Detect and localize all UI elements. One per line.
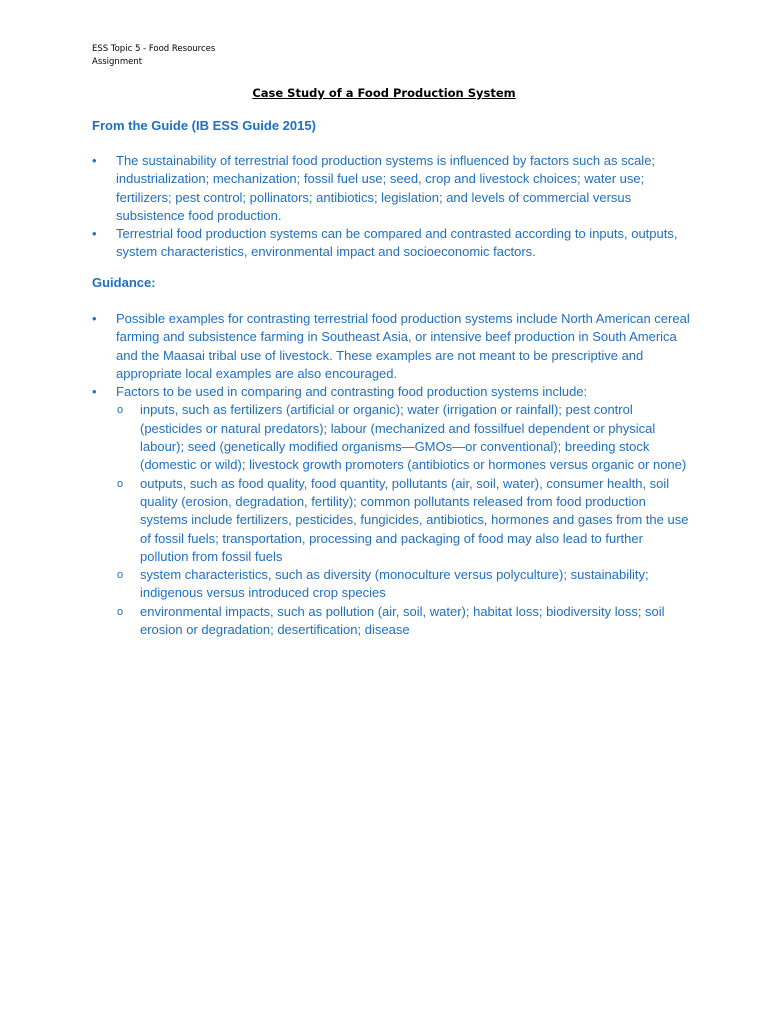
page-title: Case Study of a Food Production System bbox=[252, 86, 516, 100]
list-item bbox=[92, 152, 692, 225]
sub-list-item bbox=[116, 566, 692, 603]
guidance-heading: Guidance: bbox=[92, 275, 156, 290]
sub-item-text: environmental impacts, such as pollution (air, soil, water); habitat loss; biodiversity loss; soil erosion or degradation; desertification; disease bbox=[140, 603, 665, 638]
bullet-text: Terrestrial food production systems can be compared and contrasted according to inputs, outputs, system characteristics, environmental impact and socioeconomic factors. bbox=[116, 226, 678, 260]
list-item bbox=[92, 225, 692, 262]
document-header bbox=[92, 43, 215, 68]
sub-list-item bbox=[116, 401, 692, 474]
sub-item-text: inputs, such as fertilizers (artificial or organic); water (irrigation or rainfall); pest control (pesticides or natural predators); labour (mechanized and fossilfuel dependent or physical labour); seed (genetically modified organisms—GMOs—or conventional); breeding stock (domestic or wild); livestock growth promoters (antibiotics or hormones versus organic or none) bbox=[140, 402, 687, 473]
guide-heading: From the Guide (IB ESS Guide 2015) bbox=[92, 118, 316, 133]
header-topic: ESS Topic 5 - Food Resources bbox=[92, 44, 216, 54]
bullet-icon: • bbox=[92, 311, 97, 326]
sub-bullet-icon: o bbox=[117, 569, 124, 582]
factor-sub-list bbox=[116, 401, 692, 639]
sub-list-item bbox=[116, 603, 692, 640]
sub-list-item bbox=[116, 475, 692, 566]
list-item bbox=[92, 383, 692, 639]
bullet-icon: • bbox=[92, 384, 97, 400]
sub-bullet-icon: o bbox=[117, 477, 124, 490]
guide-bullet-list bbox=[92, 152, 692, 262]
bullet-text: Possible examples for contrasting terrestrial food production systems include North American cereal farming and subsistence farming in Southeast Asia, or intensive beef production in South America and the Maasai tribal use of livestock. These examples are not meant to be prescriptive and appropriate local examples are also encouraged. bbox=[116, 311, 690, 381]
sub-item-text: system characteristics, such as diversity (monoculture versus polyculture); sustainability; indigenous versus introduced crop species bbox=[140, 567, 649, 601]
sub-item-text: outputs, such as food quality, food quantity, pollutants (air, soil, water), consumer health, soil quality (erosion, degradation, fertility); common pollutants released from food production systems include fertilizers, pesticides, fungicides, antibiotics, hormones and gases from the use of fossil fuels; transportation, processing and packaging of food may also lead to further pollution from fossil fuels bbox=[140, 475, 689, 564]
header-assignment: Assignment bbox=[92, 56, 143, 67]
bullet-text: The sustainability of terrestrial food production systems is influenced by factors such as scale; industrialization; mechanization; fossil fuel use; seed, crop and livestock choices; water use; fertilizers; pest control; pollinators; antibiotics; legislation; and levels of commercial versus subsistence food production. bbox=[116, 153, 656, 223]
guidance-bullet-list bbox=[92, 310, 692, 639]
bullet-icon: • bbox=[92, 153, 97, 168]
bullet-text: Factors to be used in comparing and contrasting food production systems include: bbox=[116, 384, 588, 400]
bullet-icon: • bbox=[92, 226, 97, 242]
sub-bullet-icon: o bbox=[117, 605, 124, 618]
sub-bullet-icon: o bbox=[117, 404, 124, 417]
list-item bbox=[92, 310, 692, 383]
